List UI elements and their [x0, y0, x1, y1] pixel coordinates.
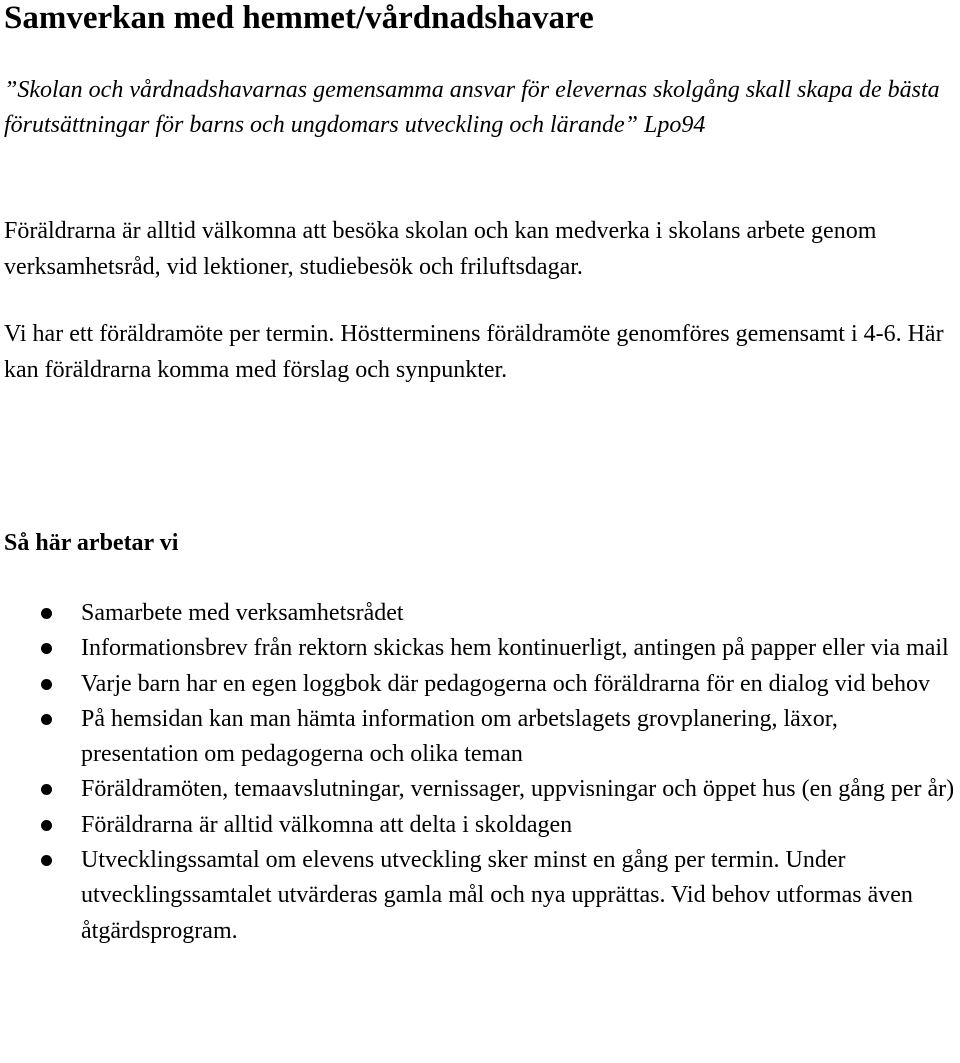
list-item-text: På hemsidan kan man hämta information om arbetslagets grovplanering, läxor, presentation om pedagogerna och olika teman	[81, 705, 838, 768]
paragraph-parent-meetings: Vi har ett föräldramöte per termin. Höstterminens föräldramöte genomföres gemensamt i 4-6. Här kan föräldrarna komma med förslag och synpunkter.	[4, 321, 944, 383]
list-item	[0, 667, 960, 702]
page-title: Samverkan med hemmet/vårdnadshavare	[4, 0, 594, 36]
list-item	[0, 843, 960, 949]
list-item-text: Varje barn har en egen loggbok där pedagogerna och föräldrarna för en dialog vid behov	[81, 670, 930, 697]
section-heading: Så här arbetar vi	[4, 530, 179, 556]
list-item	[0, 772, 960, 807]
lpo94-quote: ”Skolan och vårdnadshavarnas gemensamma ansvar för elevernas skolgång skall skapa de bästa förutsättningar för barns och ungdomars utveckling och lärande” Lpo94	[4, 77, 940, 138]
list-item	[0, 631, 960, 666]
list-item-text: Föräldramöten, temaavslutningar, vernissager, uppvisningar och öppet hus (en gång per år)	[81, 776, 955, 803]
list-item-text: Informationsbrev från rektorn skickas hem kontinuerligt, antingen på papper eller via mail	[81, 635, 949, 662]
bullet-icon	[41, 784, 52, 795]
list-item	[0, 702, 960, 773]
bullet-icon	[41, 855, 52, 866]
bullet-icon	[41, 643, 52, 654]
paragraph-visits: Föräldrarna är alltid välkomna att besöka skolan och kan medverka i skolans arbete genom verksamhetsråd, vid lektioner, studiebesök och friluftsdagar.	[4, 218, 877, 280]
list-item-text: Utvecklingssamtal om elevens utveckling sker minst en gång per termin. Under utvecklingssamtalet utvärderas gamla mål och nya upprättas. Vid behov utformas även åtgärdsprogram.	[81, 847, 913, 944]
list-item-text: Föräldrarna är alltid välkomna att delta i skoldagen	[81, 811, 573, 838]
bullet-list	[0, 596, 960, 949]
bullet-icon	[41, 608, 52, 619]
bullet-icon	[41, 679, 52, 690]
bullet-icon	[41, 714, 52, 725]
list-item	[0, 808, 960, 843]
list-item-text: Samarbete med verksamhetsrådet	[81, 600, 404, 626]
list-item	[0, 596, 960, 631]
bullet-icon	[41, 820, 52, 831]
